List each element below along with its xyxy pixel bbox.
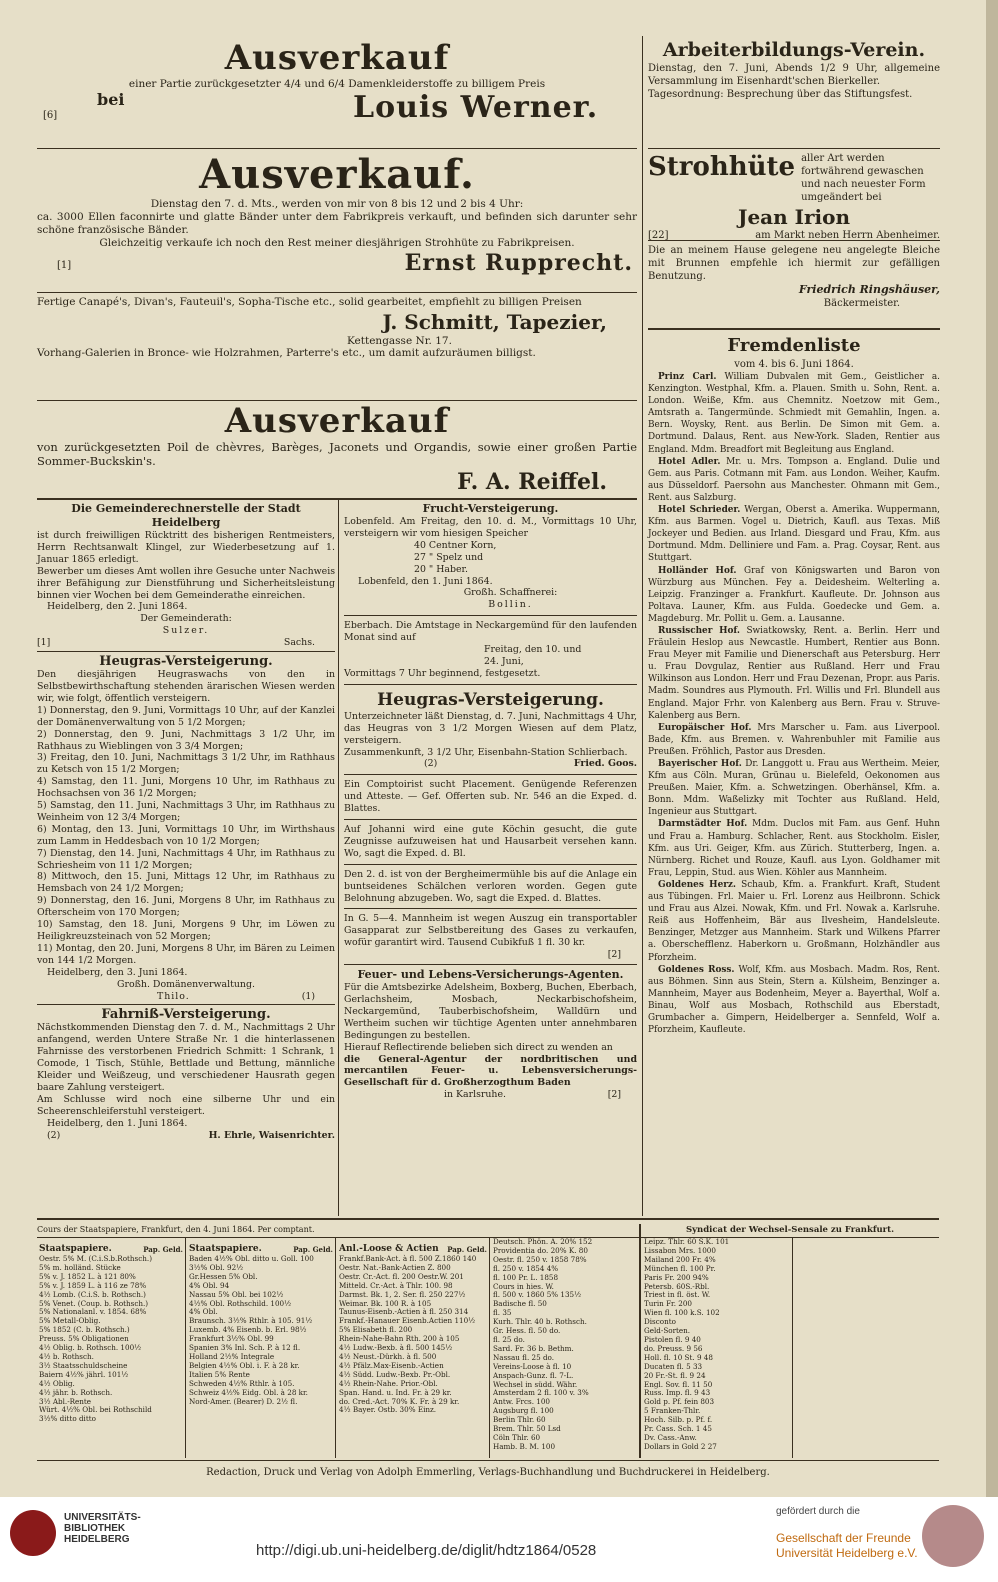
ad-line: Fertige Canapé's, Divan's, Fauteuil's, Sopha-Tische etc., solid gearbeitet, empfiehlt zu billigen Preisen: [37, 296, 582, 308]
auction-item: 11) Montag, den 20. Juni, Morgens 8 Uhr, im Bären zu Leimen von 144 1/2 Morgen.: [37, 942, 335, 966]
market-row: 4½ b. Rothsch.: [39, 1351, 94, 1361]
market-row: 5 Franken-Thlr.: [644, 1406, 701, 1416]
col-rows: [644, 1238, 790, 1452]
market-row: 4½ Lomb. (C.i.S. b. Rothsch.): [39, 1289, 146, 1299]
market-row: Anspach-Gunz. fl. 7-L.: [493, 1370, 574, 1380]
heu-items: [37, 705, 335, 967]
market-row: Mitteld. Cr.-Act. à Thlr. 100. 98: [339, 1280, 453, 1290]
market-row: 3½ Abl.-Rente: [39, 1396, 92, 1406]
ad-ref: [1]: [57, 260, 72, 271]
market-row: 5% m. holländ. Stücke: [39, 1262, 121, 1272]
notice-text: Hierauf Reflectirende belieben sich direct zu wenden an: [344, 1041, 613, 1053]
market-row: Turin Fr. 200: [644, 1299, 692, 1309]
sponsor-line: Universität Heidelberg e.V.: [776, 1546, 918, 1560]
col-title: Anl.-Loose & Actien: [339, 1244, 439, 1254]
hotel-guests: Graf von Königswarten und Baron von Würzburg aus München. Fey a. Deidesheim. Welterling a. Leipzig. Franzinger a. Frankfurt. Kaufleute. Dr. Johnson aus Poltava. Launer, Kfm. aus Fulda. Goedecke und Gem. a. Magdeburg. Mr. Pollit u. Gem. a. Lausanne.: [648, 565, 941, 624]
market-row: Berlin Thlr. 60: [493, 1415, 546, 1425]
market-row: fl. 25 do.: [493, 1334, 525, 1344]
notice-ref: [2]: [607, 1089, 621, 1101]
notice-title: Frucht-Versteigerung.: [422, 502, 559, 515]
hotel-guests: William Dubvalen mit Gem., Geistlicher a. Kenzington. Westphal, Kfm. a. Plauen. Smith u. Sohn, Rent. a. London. Weiße, Kfm. aus Chemnitz. Noetzow mit Gem., Amtsrath a. Tangermünde. Schmiedt mit Gemahlin, Ingen. a. Bern. Woysky, Rent. aus Berlin. De Simon mit Gem. a. Dortmund. Dalaus, Rent. aus New-York. Sladen, Rentier aus England. Mdm. Breadfort mit Begleitung aus England.: [648, 372, 940, 455]
ad-address: am Markt neben Herrn Abenheimer.: [755, 230, 940, 241]
digitization-footer: [0, 1497, 998, 1582]
ad-address: Kettengasse Nr. 17.: [347, 335, 452, 347]
hotel-entry: [648, 758, 940, 818]
ad-title: Ausverkauf: [224, 38, 450, 78]
hotel-entry: [648, 504, 940, 564]
notice-text: Ein Comptoirist sucht Placement. Genügende Referenzen und Atteste. — Gef. Offerten sub. Nr. 546 an die Exped. d. Blattes.: [344, 779, 637, 815]
hotel-entry: [648, 879, 940, 964]
notice-date: Heidelberg, den 3. Juni 1864.: [47, 966, 188, 978]
market-row: Darmst. Bk. 1, 2. Ser. fl. 250 227½: [339, 1289, 466, 1299]
notice-text: Den diesjährigen Heugraswachs von den in Selbstbewirthschaftung stehenden ärarischen Wiesen werden wir, wie folgt, öffentlich versteigern.: [37, 669, 335, 704]
notice-ref: (2): [424, 758, 438, 770]
hotel-name: Darmstädter Hof.: [658, 819, 748, 830]
notice-text: ist durch freiwilligen Rücktritt des bisherigen Rentmeisters, Herrn Rechtsanwalt Klingel, zur Wiederbesetzung auf 1. Januar 1865 erledigt.: [37, 530, 335, 565]
hotel-name: Hotel Schrieder.: [658, 505, 741, 516]
notice-text: Nächstkommenden Dienstag den 7. d. M., Nachmittags 2 Uhr anfangend, werden Untere Straße Nr. 1 die hinterlassenen Fahrnisse des verstorbenen Friedrich Schmitt: 1 Schrank, 1 Comode, 1 Tisch, Stühle, Bettlade und Bettung, männliche Kleider und Weißzeug, und verschiedener Hausrath gegen baare Zahlung versteigert.: [37, 1022, 335, 1093]
ad-line: Dienstag den 7. d. Mts., werden von mir von 8 bis 12 und 2 bis 4 Uhr:: [150, 198, 524, 210]
market-row: 4½ Südd. Ludw.-Bexb. Pr.-Obl.: [339, 1369, 451, 1379]
market-header-left: Cours der Staatspapiere, Frankfurt, den 4. Juni 1864. Per comptant.: [37, 1225, 315, 1234]
auction-item: 5) Samstag, den 11. Juni, Nachmittags 3 Uhr, im Rathhaus zu Weinheim von 12 3/4 Morgen;: [37, 800, 335, 823]
market-row: Mailand 200 Fr. 4%: [644, 1254, 716, 1264]
market-row: 4½% Obl. Rothschild. 100½: [189, 1298, 292, 1308]
market-row: München fl. 100 Pr.: [644, 1263, 716, 1273]
market-row: Geld-Sorten.: [644, 1326, 691, 1336]
market-row: Frankf.-Hanauer Eisenb.Actien 110½: [339, 1316, 476, 1326]
sponsor-line: Gesellschaft der Freunde: [776, 1531, 911, 1545]
market-row: fl. 100 Pr. L. 1858: [493, 1272, 559, 1282]
notice-text: Am Schlusse wird noch eine silberne Uhr und ein Scheerenschleiferstuhl versteigert.: [37, 1093, 335, 1117]
ad-strohhuete: [648, 152, 940, 241]
university-library-logo-icon: [10, 1510, 56, 1556]
market-row: Cours in hies. W.: [493, 1281, 554, 1291]
ad-text: Die an meinem Hause gelegene neu angelegte Bleiche mit Brunnen empfehle ich hiermit zur gefälligen Benutzung.: [648, 245, 940, 282]
auction-item: 6) Montag, den 13. Juni, Vormittags 10 Uhr, im Wirthshaus zum Lamm in Heddesbach von 10 1/2 Morgen;: [37, 823, 335, 847]
market-row: 4% Obl. 94: [189, 1280, 230, 1290]
notice-text: In G. 5—4. Mannheim ist wegen Auszug ein transportabler Gasapparat zur Selbstbereitung des Gases zu verkaufen, wofür garantirt wird. Tausend Cubikfuß 1 fl. 30 kr.: [344, 913, 637, 949]
market-row: fl. 500 v. 1860 5% 135½: [493, 1290, 582, 1300]
eb-dates: [344, 644, 637, 668]
library-line: UNIVERSITÄTS-: [64, 1512, 141, 1523]
market-row: Wechsel in südd. Währ.: [493, 1379, 578, 1389]
grain-item: 27 " Spelz und: [414, 551, 484, 563]
market-row: Nassau fl. 25 do.: [493, 1352, 555, 1362]
notice-sign: Großh. Domänenverwaltung.: [117, 978, 255, 990]
ad-name: F. A. Reiffel.: [457, 469, 607, 495]
ad-line: ca. 3000 Ellen faconnirte und glatte Bänder unter dem Fabrikpreis verkauft, und befinden sich darunter sehr schöne französische Bänder.: [37, 211, 637, 236]
market-row: 5% Nationalanl. v. 1854. 68%: [39, 1307, 147, 1317]
market-row: 4½ Pfälz.Max-Eisenb.-Actien: [339, 1360, 444, 1370]
notice-text: Eberbach. Die Amtstage in Neckargemünd für den laufenden Monat sind auf: [344, 620, 637, 644]
ad-title: Bäckermeister.: [823, 298, 900, 309]
ad-title: Ausverkauf: [224, 401, 450, 441]
col-pg: Pap. Geld.: [143, 1245, 183, 1254]
market-row: 4½ jähr. b. Rothsch.: [39, 1387, 113, 1397]
hotel-name: Russischer Hof.: [658, 625, 740, 636]
fr-items: [344, 540, 637, 576]
hotel-name: Holländer Hof.: [658, 565, 737, 576]
page-edge: [986, 0, 998, 1497]
hotel-guests: Schaub, Kfm. a. Frankfurt. Kraft, Student aus Tübingen. Frl. Maier u. Frl. Lorenz aus Heilbronn. Schick und Frau aus Alzei. Nowak, Kfm. und Frl. Nowak a. Karlsruhe. Reiß aus Hoffenheim, Bär aus Ilvesheim, Handelsleute. Benzinger, Metzger aus Mannheim. Stark und Wilkens Pfarrer a. Oberschefflenz. Haberkorn u. Großmann, Holzhändler aus Pforzheim.: [648, 879, 941, 963]
col-title: Staatspapiere.: [39, 1244, 112, 1254]
university-seal-icon: [922, 1505, 984, 1567]
market-col-staatspapiere: [39, 1244, 183, 1424]
hotel-entry: [648, 818, 940, 878]
hotel-guests: Wolf, Kfm. aus Mosbach. Madm. Ros, Rent. aus Böhmen. Sinn aus Stein, Stern a. Külsheim, Benzinger a. Mannheim, Mayer aus Bodenheim, Meyer a. Bayerthal, Wolf a. Binau, Wolf aus Mosbach, Rothschild aus Eberstadt, Grumbacher a. Gimpern, Heidelberger a. Sennfeld, Wolf a. Pforzheim, Kaufleute.: [648, 964, 940, 1036]
ad-line: Vorhang-Galerien in Bronce- wie Holzrahmen, Parterre's etc., um damit aufzuräumen billigst.: [37, 347, 536, 359]
col-rows: [39, 1255, 183, 1424]
notice-text: Bewerber um dieses Amt wollen ihre Gesuche unter Nachweis ihrer Befähigung zur Dienstführung und Sicherheitsleistung binnen vier Wochen bei dem Gemeinderathe einreichen.: [37, 565, 335, 601]
market-row: Providentia do. 20% K. 80: [493, 1245, 588, 1255]
grain-item: 20 " Haber.: [414, 563, 468, 575]
notice-name: Thilo.: [157, 990, 190, 1002]
market-row: Oestr. Nat.-Bank-Actien Z. 800: [339, 1262, 451, 1272]
market-row: Span. Hand. u. Ind. Fr. à 29 kr.: [339, 1387, 452, 1397]
notice-title: Die Gemeinderechnerstelle der Stadt Heidelberg: [71, 502, 301, 529]
notice-ref: (1): [301, 990, 315, 1002]
fremdenliste: [648, 334, 940, 1036]
col-title: Staatspapiere.: [189, 1244, 262, 1254]
col-rows: [493, 1238, 637, 1452]
notice-title: Feuer- und Lebens-Versicherungs-Agenten.: [357, 968, 624, 982]
market-row: Oestr. 5% M. (C.i.S.b.Rothsch.): [39, 1254, 152, 1263]
market-col-staatspapiere-2: [189, 1244, 333, 1406]
hotel-name: Goldenes Herz.: [658, 879, 737, 890]
ad-ausverkauf-rupprecht: [37, 152, 637, 276]
market-row: Disconto: [644, 1317, 676, 1327]
market-row: Nassau 5% Obl. bei 102½: [189, 1289, 284, 1299]
market-row: Pr. Cass. Sch. 1 45: [644, 1424, 712, 1434]
sponsor-name: [776, 1531, 918, 1561]
middle-lower-column: [344, 502, 637, 1101]
market-row: 3½% Obl. 92½: [189, 1262, 244, 1272]
hotel-name: Europäischer Hof.: [658, 722, 752, 733]
ad-arbeiterbildungsverein: [648, 38, 940, 101]
ad-ref: [6]: [43, 110, 58, 121]
ad-bei: bei: [97, 90, 125, 109]
market-row: Schweiz 4½% Eidg. Obl. à 28 kr.: [189, 1387, 308, 1397]
market-row: 4½ Oblig.: [39, 1378, 75, 1388]
market-row: Vereins-Loose à fl. 10: [493, 1361, 572, 1371]
market-row: Sard. Fr. 36 b. Bethm.: [493, 1343, 574, 1353]
ad-text: aller Art werden fortwährend gewaschen und nach neuester Form umgeändert bei: [801, 153, 926, 203]
notice-date: Heidelberg, den 1. Juni 1864.: [47, 1117, 188, 1129]
market-row: Russ. Imp. fl. 9 43: [644, 1388, 711, 1398]
hotel-guests: Dr. Langgott u. Frau aus Wertheim. Meier, Kfm aus Cöln. Muran, Grünau u. Bielefeld, Oekonomen aus Preußen. Maier, Kfm. a. Schwetzingen. Oberhänsel, Kfm. a. Bonn. Mdm. Waßelizky mit Tochter aus Rußland. Held, Ingenieur aus Stuttgart.: [648, 759, 940, 818]
market-row: Preuss. 5% Obligationen: [39, 1334, 129, 1344]
notice-sign: Der Gemeinderath:: [140, 613, 232, 625]
notice-title: Fahrniß-Versteigerung.: [101, 1007, 271, 1023]
market-row: Braunsch. 3½% Rthlr. à 105. 91½: [189, 1316, 313, 1326]
market-row: Taunus-Eisenb.-Actien à fl. 250 314: [339, 1307, 469, 1317]
market-row: Baden 4½% Obl. ditto u. Goll. 100: [189, 1254, 314, 1263]
market-row: Cöln Thlr. 60: [493, 1432, 541, 1442]
hotel-name: Goldenes Ross.: [658, 964, 735, 975]
market-row: Italien 5% Rente: [189, 1369, 250, 1379]
market-row: Dollars in Gold 2 27: [644, 1441, 717, 1451]
market-row: Triest in fl. öst. W.: [644, 1290, 711, 1300]
market-row: Hoch. Silb. p. Pf. f.: [644, 1415, 713, 1425]
ad-title: Strohhüte: [648, 152, 796, 182]
hotel-guests: Mdm. Duclos mit Fam. aus Genf. Huhn und Frau a. Hamburg. Schlacher, Rent. aus Stockholm. Eisler, Kfm. aus Uri. Geiger, Kfm. aus Zürich. Stutterberg, Ingen. a. Nürnberg. Richet und Rouze, Kaufl. aus Lyon. Goldhamer mit Frau, Leppin, Stud. aus Wien. Köhler aus Mannheim.: [648, 819, 940, 878]
hotel-entry: [648, 625, 940, 722]
market-row: Frankfurt 3½% Obl. 99: [189, 1334, 274, 1344]
market-row: 5% Venet. (Coup. b. Rothsch.): [39, 1298, 149, 1308]
library-line: HEIDELBERG: [64, 1534, 130, 1545]
court-date: 24. Juni,: [484, 655, 524, 667]
market-row: Luxemb. 4% Eisenb. b. Erl. 98½: [189, 1325, 307, 1335]
market-row: fl. 250 v. 1854 4%: [493, 1263, 559, 1273]
market-row: 4½ Bayer. Ostb. 30% Einz.: [339, 1405, 437, 1415]
notice-name: Sulzer.: [162, 625, 210, 637]
market-row: 20 Fr.-St. fl. 9 24: [644, 1370, 706, 1380]
left-lower-column: [37, 502, 335, 1142]
notice-text: Für die Amtsbezirke Adelsheim, Boxberg, Buchen, Eberbach, Gerlachsheim, Mosbach, Neckarbischofsheim, Neckargemünd, Tauberbischofsheim, Walldürn und Wertheim suchen wir tüchtige Agenten unter annehmbaren Bedingungen zu bestellen.: [344, 982, 637, 1041]
court-date: Freitag, den 10. und: [484, 644, 582, 656]
market-row: Engl. Sov. fl. 11 50: [644, 1379, 713, 1389]
auction-item: 3) Freitag, den 10. Juni, Nachmittags 3 1/2 Uhr, im Rathhaus zu Ketsch von 15 1/2 Morgen;: [37, 752, 335, 776]
notice-title: Heugras-Versteigerung.: [99, 654, 273, 670]
auction-item: 8) Mittwoch, den 15. Juni, Mittags 12 Uhr, im Rathhaus zu Hemsbach von 24 1/2 Morgen;: [37, 871, 335, 895]
market-row: 5% v. J. 1859 L. à 116 ze 78%: [39, 1280, 147, 1290]
market-row: Antw. Frcs. 100: [493, 1397, 551, 1407]
market-row: Kurh. Thlr. 40 b. Rothsch.: [493, 1317, 587, 1327]
library-line: BIBLIOTHEK: [64, 1523, 126, 1534]
market-row: Baiern 4½% jährl. 101½: [39, 1369, 129, 1379]
ad-name: Louis Werner.: [353, 90, 599, 125]
notice-text: Vormittags 7 Uhr beginnend, festgesetzt.: [344, 667, 541, 679]
notice-ref: [1]: [37, 637, 51, 649]
ad-ausverkauf-reiffel: [37, 402, 637, 496]
divider: [37, 1218, 939, 1220]
notice-date: Heidelberg, den 2. Juni 1864.: [47, 601, 188, 613]
market-row: Lissabon Mrs. 1000: [644, 1245, 716, 1255]
notice-ref: (2): [47, 1129, 61, 1141]
ad-text: Tagesordnung: Besprechung über das Stiftungsfest.: [648, 89, 913, 100]
imprint: Redaction, Druck und Verlag von Adolph Emmerling, Verlags-Buchhandlung und Buchdruckerei in Heidelberg.: [206, 1467, 770, 1478]
market-row: Gr.Hessen 5% Obl.: [189, 1271, 258, 1281]
market-row: Petersb. 60S.-Rbl.: [644, 1281, 710, 1291]
market-row: Nord-Amer. (Bearer) D. 2½ fl.: [189, 1396, 298, 1406]
col-rows: [189, 1255, 333, 1406]
hotel-name: Prinz Carl.: [658, 372, 717, 382]
auction-item: 9) Donnerstag, den 16. Juni, Morgens 8 Uhr, im Rathhaus zu Ofterscheim von 170 Morgen;: [37, 895, 335, 919]
market-col-actien: [339, 1244, 487, 1415]
market-row: 4½ Neust.-Dürkh. à fl. 500: [339, 1351, 437, 1361]
col-rows: [339, 1255, 487, 1415]
hotel-list: [648, 371, 940, 1036]
market-row: Frankf.Bank-Act. à fl. 500 Z.1860 140: [339, 1254, 477, 1263]
col-pg: Pap. Geld.: [293, 1245, 333, 1254]
market-row: Oestr. Cr.-Act. fl. 200 Oestr.W. 201: [339, 1271, 464, 1281]
market-header-right: Syndicat der Wechsel-Sensale zu Frankfurt.: [685, 1225, 895, 1235]
grain-item: 40 Centner Korn,: [414, 539, 497, 551]
market-row: Deutsch. Phön. A. 20% 152: [493, 1238, 593, 1246]
hotel-guests: Mr. u. Mrs. Tompson a. England. Dulie und Gem. aus Paris. Cotmann mit Fam. aus London. Weiher, Kaufm. aus Düsseldorf. Paersohn aus Manchester. Ohmann mit Gem., Rent. aus Salzburg.: [648, 456, 941, 503]
notice-sign: Großh. Schaffnerei:: [463, 587, 558, 599]
ad-text: von zurückgesetzten Poil de chèvres, Barèges, Jaconets und Organdis, sowie einer großen Partie Sommer-Buckskin's.: [37, 440, 637, 468]
market-col-wechsel: [644, 1238, 790, 1452]
notice-ref: [2]: [607, 949, 621, 961]
market-row: 5% Elisabeth fl. 200: [339, 1325, 413, 1335]
ad-line: Gleichzeitig verkaufe ich noch den Rest meiner diesjährigen Strohhüte zu Fabrikpreisen.: [99, 237, 575, 249]
hotel-guests: Mrs Marscher u. Fam. aus Liverpool. Bade, Kfm. aus Bremen. v. Wahrenbuhler mit Familie aus Preußen. Fröhlich, Pastor aus Dresden.: [648, 722, 940, 757]
col-pg: Pap. Geld.: [447, 1245, 487, 1254]
market-row: Ducaten fl. 5 33: [644, 1361, 703, 1371]
list-title: Fremdenliste: [727, 335, 861, 356]
notice-sign: Sachs.: [283, 637, 315, 649]
market-row: Belgien 4½% Obl. i. F. à 28 kr.: [189, 1360, 300, 1370]
divider: [648, 328, 940, 330]
market-row: Rhein-Nahe-Bahn Rth. 200 à 105: [339, 1334, 460, 1344]
divider: [37, 292, 637, 293]
ad-ausverkauf-werner: [37, 38, 637, 124]
market-row: Schweden 4½% Rthlr. à 105.: [189, 1378, 295, 1388]
market-row: Weimar. Bk. 100 R. à 105: [339, 1298, 432, 1308]
notice-text: Auf Johanni wird eine gute Köchin gesucht, die gute Zeugnisse aufzuweisen hat und Hausarbeit versehen kann. Wo, sagt die Exped. d. Bl.: [344, 824, 637, 859]
notice-name: Bollin.: [488, 599, 533, 611]
market-row: Pistolen fl. 9 40: [644, 1334, 701, 1344]
hotel-entry: [648, 722, 940, 758]
market-row: 4½ Ludw.-Bexb. à fl. 500 145½: [339, 1343, 453, 1353]
market-row: Dv. Cass.-Anw.: [644, 1432, 697, 1442]
notice-name: Fried. Goos.: [573, 758, 637, 770]
notice-city: in Karlsruhe.: [444, 1089, 506, 1101]
notice-text: die General-Agentur der nordbritischen und mercantilen Feuer- u. Lebensversicherungs-Gesellschaft für d. Großherzogthum Baden: [344, 1053, 637, 1089]
market-row: Paris Fr. 200 94%: [644, 1272, 709, 1282]
auction-item: 2) Donnerstag, den 9. Juni, Nachmittags 3 1/2 Uhr, im Rathhaus zu Wieblingen von 3 3/4 Morgen;: [37, 728, 335, 752]
market-row: Hamb. B. M. 100: [493, 1441, 556, 1451]
auction-item: 10) Samstag, den 18. Juni, Morgens 9 Uhr, im Löwen zu Heiligkreuzsteinach von 52 Morgen;: [37, 919, 335, 942]
market-row: 3½% ditto ditto: [39, 1414, 96, 1424]
notice-text: Lobenfeld. Am Freitag, den 10. d. M., Vormittags 10 Uhr, versteigern wir vom hiesigen Speicher: [344, 516, 637, 539]
ad-name: Jean Irion: [737, 205, 851, 229]
market-row: Augsburg fl. 100: [493, 1406, 554, 1416]
market-row: Würt. 4½% Obl. bei Rothschild: [39, 1405, 152, 1415]
ad-text: Dienstag, den 7. Juni, Abends 1/2 9 Uhr, allgemeine Versammlung im Eisenhardt'schen Bierkeller.: [648, 63, 940, 87]
market-row: do. Cred.-Act. 70% K. Fr. à 29 kr.: [339, 1396, 460, 1406]
hotel-entry: [648, 964, 940, 1037]
market-row: Leipz. Thlr. 60 S.K. 101: [644, 1238, 730, 1246]
ad-ref: [22]: [648, 230, 669, 241]
sponsor-intro: gefördert durch die: [776, 1506, 860, 1517]
market-row: Gold p. Pf. fein 803: [644, 1397, 715, 1407]
market-row: 5% Metall-Oblig.: [39, 1316, 101, 1326]
market-row: Badische fl. 50: [493, 1299, 547, 1309]
notice-date: Lobenfeld, den 1. Juni 1864.: [358, 575, 493, 587]
ad-name: Ernst Rupprecht.: [404, 250, 633, 276]
stock-market-table: [37, 1224, 939, 1462]
hotel-guests: Wergan, Oberst a. Amerika. Wuppermann, Kfm. aus Barmen. Vogel u. Dietrich, Kaufl. aus Texas. Miß Jockeyer und Bedien. aus Irland. Diesgard und Frau, Kfm. aus Dortmund. Mdm. Delliniere und Fam. a. Prag. Coysar, Rent. aus Stuttgart.: [648, 505, 940, 564]
hotel-entry: [648, 565, 940, 625]
notice-text: Den 2. d. ist von der Bergheimermühle bis auf die Anlage ein buntseidenes Schälchen verloren worden. Gegen gute Belohnung abzugeben. Wo, sagt die Exped. d. Blattes.: [344, 868, 637, 904]
notice-title: Heugras-Versteigerung.: [377, 689, 604, 710]
market-row: Oestr. fl. 250 v. 1858 78%: [493, 1254, 587, 1264]
auction-item: 4) Samstag, den 11. Juni, Morgens 10 Uhr, im Rathhaus zu Hochsachsen von 36 1/2 Morgen;: [37, 776, 335, 800]
ad-text: einer Partie zurückgesetzter 4/4 und 6/4 Damenkleiderstoffe zu billigem Preis: [128, 78, 546, 90]
market-col-loose: [493, 1238, 637, 1452]
digital-url-link[interactable]: http://digi.ub.uni-heidelberg.de/diglit/hdtz1864/0528: [256, 1542, 597, 1559]
market-row: Wien fl. 100 k.S. 102: [644, 1308, 720, 1318]
market-row: 3½ Staatsschuldscheine: [39, 1360, 128, 1370]
ad-schmitt: [37, 296, 637, 360]
divider: [37, 148, 637, 149]
ad-bleiche: [648, 244, 940, 310]
column-rule: [338, 500, 339, 1216]
market-row: do. Preuss. 9 56: [644, 1343, 703, 1353]
ad-title: Ausverkauf.: [199, 151, 475, 198]
hotel-name: Hotel Adler.: [658, 456, 721, 467]
auction-item: 7) Dienstag, den 14. Juni, Nachmittags 4 Uhr, im Rathhaus zu Schriesheim von 11 1/2 Morgen;: [37, 847, 335, 871]
hotel-entry: [648, 456, 940, 504]
hotel-name: Bayerischer Hof.: [658, 759, 742, 769]
market-row: Holl. fl. 10 St. 9 48: [644, 1352, 713, 1362]
divider: [37, 498, 637, 500]
notice-name: H. Ehrle, Waisenrichter.: [208, 1129, 335, 1141]
ad-name: Friedrich Ringshäuser,: [798, 283, 940, 296]
hotel-entry: [648, 371, 940, 456]
market-row: Spanien 3% Inl. Sch. P. à 12 fl.: [189, 1343, 301, 1353]
market-row: Brem. Thlr. 50 Lsd: [493, 1424, 561, 1434]
market-row: 4% Obl.: [189, 1307, 218, 1317]
ad-name: J. Schmitt, Tapezier,: [382, 310, 607, 334]
market-row: 4½ Oblig. b. Rothsch. 100½: [39, 1343, 142, 1353]
list-date: vom 4. bis 6. Juni 1864.: [734, 359, 854, 370]
market-row: Gr. Hess. fl. 50 do.: [493, 1326, 561, 1336]
library-name: [64, 1512, 141, 1545]
market-row: 5% 1852 (C. b. Rothsch.): [39, 1325, 130, 1335]
column-rule: [642, 36, 643, 1216]
notice-text: Unterzeichneter läßt Dienstag, d. 7. Juni, Nachmittags 4 Uhr, das Heugras von 3 1/2 Morgen Wiesen auf dem Platz, versteigern.: [344, 710, 637, 746]
ad-title: Arbeiterbildungs-Verein.: [662, 39, 926, 61]
hotel-guests: Swiatkowsky, Rent. a. Berlin. Herr und Fräulein Heslop aus Newcastle. Humbert, Rentier aus Bonn. Frau Meyer mit Familie und Dienerschaft aus Petersburg. Herr u. Frau Dovgulaz, Rentier aus Rußland. Herr und Frau Wilkinson aus London. Herr und Frau Dezenan, Propr. aus Paris. Madm. Soundres aus Plymouth. Frl. Willis und Frl. Blundell aus England. Major Frhr. von Kalenberg aus Bern. Frau v. Struve-Kalenberg aus Bern.: [648, 625, 940, 721]
market-row: fl. 35: [493, 1308, 512, 1318]
auction-item: 1) Donnerstag, den 9. Juni, Vormittags 10 Uhr, auf der Kanzlei der Domänenverwaltung von 5 1/2 Morgen;: [37, 704, 335, 728]
notice-text: Zusammenkunft, 3 1/2 Uhr, Eisenbahn-Station Schlierbach.: [344, 746, 628, 758]
market-row: 5% v. J. 1852 L. à 121 80%: [39, 1271, 136, 1281]
market-row: 4½ Rhein-Nahe. Prior.-Obl.: [339, 1378, 438, 1388]
market-row: Amsterdam 2 fl. 100 v. 3%: [493, 1388, 589, 1398]
market-row: Holland 2½% Integrale: [189, 1351, 275, 1361]
divider: [648, 148, 940, 149]
